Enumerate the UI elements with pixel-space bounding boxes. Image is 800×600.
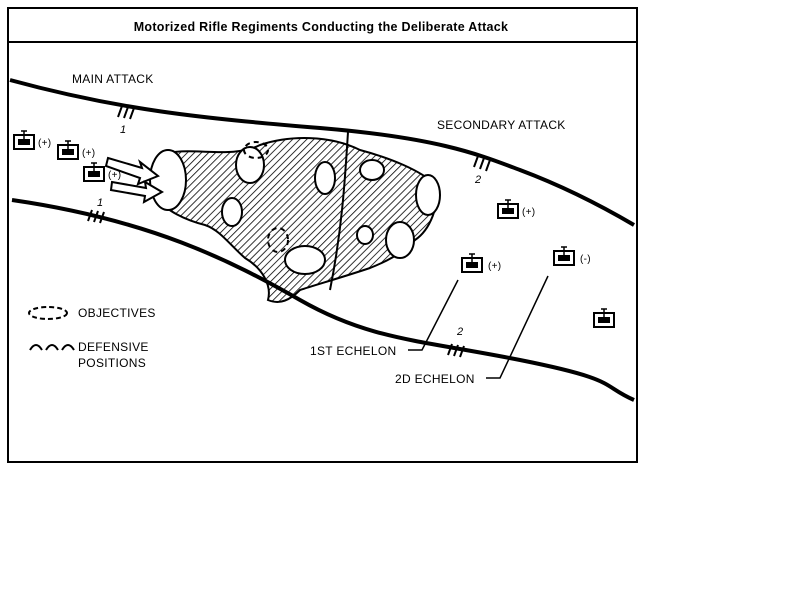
title-divider bbox=[9, 41, 636, 43]
legend-defensive-label-line1: DEFENSIVE bbox=[78, 340, 149, 354]
unit-qualifier-1: (+) bbox=[38, 138, 52, 149]
unit-qualifier-3: (+) bbox=[108, 170, 122, 181]
main-attack-label: MAIN ATTACK bbox=[72, 72, 154, 86]
second-echelon-label: 2D ECHELON bbox=[395, 372, 475, 386]
unit-qualifier-4: (+) bbox=[522, 207, 536, 218]
legend-objectives-label: OBJECTIVES bbox=[78, 306, 156, 320]
secondary-attack-label: SECONDARY ATTACK bbox=[437, 118, 566, 132]
first-echelon-label: 1ST ECHELON bbox=[310, 344, 397, 358]
boundary-number-lower-right: 2 bbox=[457, 326, 464, 338]
unit-qualifier-5: (+) bbox=[488, 261, 502, 272]
boundary-number-upper-right: 2 bbox=[475, 174, 482, 186]
boundary-number-upper-left: 1 bbox=[120, 124, 127, 136]
unit-qualifier-2: (+) bbox=[82, 148, 96, 159]
boundary-number-lower-left: 1 bbox=[97, 197, 104, 209]
legend-defensive-label-line2: POSITIONS bbox=[78, 356, 147, 370]
unit-qualifier-6: (-) bbox=[580, 254, 591, 265]
diagram-title: Motorized Rifle Regiments Conducting the Deliberate Attack bbox=[133, 20, 509, 34]
